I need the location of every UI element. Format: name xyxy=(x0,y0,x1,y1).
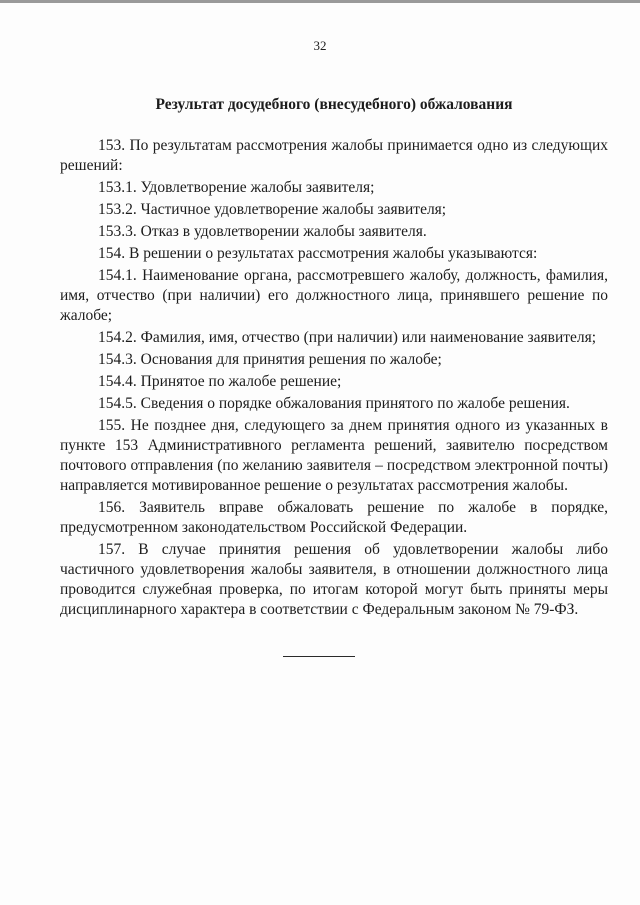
paragraph-154-2: 154.2. Фамилия, имя, отчество (при наличии) или наименование заявителя; xyxy=(98,329,597,346)
paragraph-154: 154. В решении о результатах рассмотрения жалобы указываются: xyxy=(98,245,538,262)
paragraph-155: 155. Не позднее дня, следующего за днем принятия одного из указанных в пункте 153 Административного регламента решений, заявителю посредством почтового отправления (по желанию заявителя – посредством электронной почты) направляется мотивированное решение о результатах рассмотрения жалобы. xyxy=(60,417,608,494)
page-number: 32 xyxy=(313,38,327,53)
paragraph-154-5: 154.5. Сведения о порядке обжалования принятого по жалобе решения. xyxy=(98,395,570,412)
paragraph-153-3: 153.3. Отказ в удовлетворении жалобы заявителя. xyxy=(98,223,427,240)
closing-divider-line xyxy=(283,656,355,657)
paragraph-153-1: 153.1. Удовлетворение жалобы заявителя; xyxy=(98,179,375,196)
paragraph-154-4: 154.4. Принятое по жалобе решение; xyxy=(98,373,342,390)
page-top-edge xyxy=(0,0,640,3)
section-title: Результат досудебного (внесудебного) обжалования xyxy=(155,96,513,113)
paragraph-156: 156. Заявитель вправе обжаловать решение по жалобе в порядке, предусмотренном законодательством Российской Федерации. xyxy=(60,499,608,536)
paragraph-154-1: 154.1. Наименование органа, рассмотревшего жалобу, должность, фамилия, имя, отчество (при наличии) его должностного лица, принявшего решение по жалобе; xyxy=(60,267,608,324)
paragraph-157: 157. В случае принятия решения об удовлетворении жалобы либо частичного удовлетворения жалобы заявителя, в отношении должностного лица проводится служебная проверка, по итогам которой могут быть приняты меры дисциплинарного характера в соответствии с Федеральным законом № 79-ФЗ. xyxy=(60,541,608,618)
document-body xyxy=(60,136,608,622)
paragraph-153-2: 153.2. Частичное удовлетворение жалобы заявителя; xyxy=(98,201,447,218)
paragraph-154-3: 154.3. Основания для принятия решения по жалобе; xyxy=(98,351,442,368)
paragraph-153: 153. По результатам рассмотрения жалобы принимается одно из следующих решений: xyxy=(60,137,608,174)
